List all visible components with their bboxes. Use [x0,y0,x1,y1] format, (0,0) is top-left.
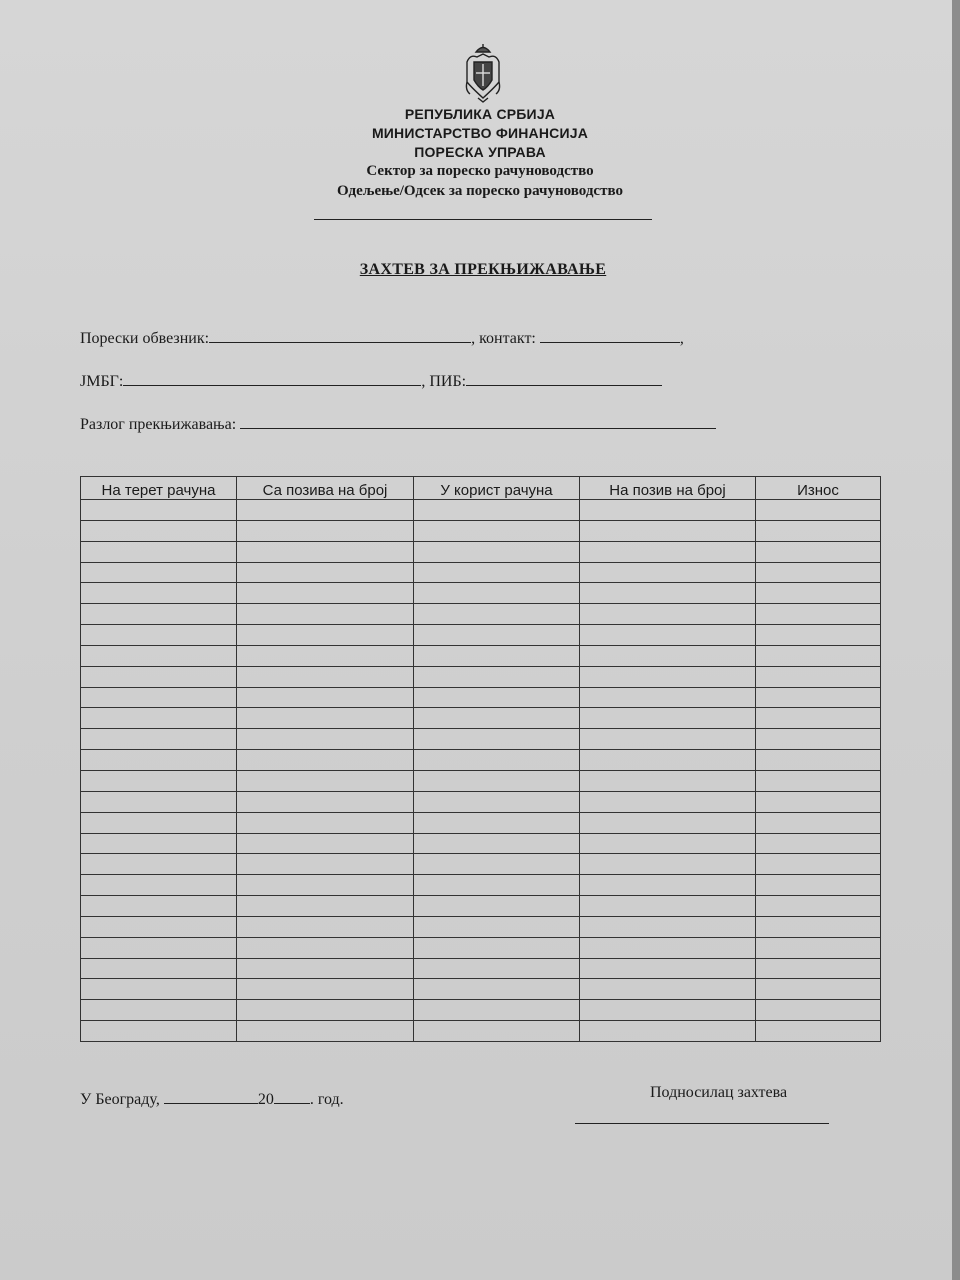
table-cell[interactable] [414,541,580,562]
year-prefix: 20 [257,1091,274,1108]
table-cell[interactable] [414,645,580,666]
table-cell[interactable] [414,562,580,583]
table-cell[interactable] [81,979,237,1000]
table-cell[interactable] [81,625,237,646]
taxpayer-row [80,328,684,348]
jmbg-row [80,371,662,391]
table-cell[interactable] [756,979,881,1000]
table-cell[interactable] [237,645,414,666]
table-cell[interactable] [756,625,881,646]
table-row [81,833,881,854]
col-debit-account: На терет рачуна [81,477,237,500]
reason-row [80,414,716,434]
table-cell[interactable] [81,1000,237,1021]
table-cell[interactable] [237,750,414,771]
table-cell[interactable] [756,833,881,854]
table-cell[interactable] [237,625,414,646]
taxpayer-label: Порески обвезник: [80,330,210,347]
table-row [81,896,881,917]
table-cell[interactable] [81,937,237,958]
table-cell[interactable] [81,520,237,541]
reason-label: Разлог прекњижавања: [80,416,237,433]
signature-label: Подносилац захтева [650,1084,788,1101]
table-cell[interactable] [756,791,881,812]
table-cell[interactable] [756,812,881,833]
table-cell[interactable] [414,1021,580,1042]
table-cell[interactable] [756,500,881,521]
table-row [81,604,881,625]
table-cell[interactable] [414,791,580,812]
table-cell[interactable] [237,604,414,625]
table-cell[interactable] [580,812,756,833]
table-cell[interactable] [580,583,756,604]
table-cell[interactable] [580,896,756,917]
table-row [81,770,881,791]
table-row [81,541,881,562]
table-cell[interactable] [81,645,237,666]
table-cell[interactable] [580,562,756,583]
table-cell[interactable] [81,875,237,896]
contact-field[interactable] [540,328,680,343]
table-cell[interactable] [756,854,881,875]
reason-field[interactable] [240,414,716,429]
table-cell[interactable] [81,812,237,833]
table-cell[interactable] [414,1000,580,1021]
contact-label: , контакт: [471,330,536,347]
table-row [81,812,881,833]
table-cell[interactable] [414,500,580,521]
table-cell[interactable] [756,916,881,937]
header-ministry: МИНИСТАРСТВО ФИНАНСИЈА [371,125,589,141]
taxpayer-field[interactable] [209,328,471,343]
table-cell[interactable] [414,729,580,750]
table-cell[interactable] [414,625,580,646]
table-row [81,625,881,646]
table-cell[interactable] [414,520,580,541]
table-cell[interactable] [580,854,756,875]
table-cell[interactable] [756,604,881,625]
table-cell[interactable] [756,1000,881,1021]
table-cell[interactable] [756,520,881,541]
signature-line[interactable] [575,1123,829,1124]
table-row [81,750,881,771]
date-field[interactable] [164,1089,258,1104]
table-cell[interactable] [237,541,414,562]
table-cell[interactable] [414,604,580,625]
table-cell[interactable] [414,937,580,958]
trailing-comma: , [679,330,684,347]
table-cell[interactable] [237,937,414,958]
col-credit-account: У корист рачуна [414,477,580,500]
table-cell[interactable] [580,875,756,896]
table-cell[interactable] [81,854,237,875]
table-cell[interactable] [81,896,237,917]
table-cell[interactable] [580,520,756,541]
table-cell[interactable] [414,833,580,854]
table-cell[interactable] [237,896,414,917]
table-cell[interactable] [81,583,237,604]
table-cell[interactable] [580,687,756,708]
header-department: Одељење/Одсек за пореско рачуноводство [337,183,623,199]
table-cell[interactable] [756,958,881,979]
table-cell[interactable] [414,687,580,708]
table-row [81,1000,881,1021]
table-row [81,854,881,875]
table-cell[interactable] [580,645,756,666]
table-cell[interactable] [237,708,414,729]
table-cell[interactable] [237,812,414,833]
table-cell[interactable] [580,770,756,791]
table-cell[interactable] [237,729,414,750]
table-cell[interactable] [580,791,756,812]
table-row [81,687,881,708]
table-cell[interactable] [81,833,237,854]
coat-of-arms-icon [464,42,502,104]
table-cell[interactable] [81,916,237,937]
transfer-table [80,476,881,1042]
table-row [81,791,881,812]
table-cell[interactable] [414,708,580,729]
table-cell[interactable] [756,645,881,666]
table-row [81,708,881,729]
table-cell[interactable] [756,937,881,958]
table-cell[interactable] [756,666,881,687]
table-row [81,958,881,979]
table-cell[interactable] [756,896,881,917]
table-row [81,520,881,541]
table-row [81,500,881,521]
table-cell[interactable] [237,979,414,1000]
table-header-row [81,477,881,500]
table-cell[interactable] [756,1021,881,1042]
table-cell[interactable] [237,791,414,812]
pib-label: , ПИБ: [421,373,467,390]
table-row [81,729,881,750]
table-cell[interactable] [81,1021,237,1042]
table-cell[interactable] [237,583,414,604]
table-cell[interactable] [81,666,237,687]
year-field[interactable] [274,1089,310,1104]
table-cell[interactable] [237,1021,414,1042]
table-row [81,875,881,896]
col-debit-reference: Са позива на број [237,477,414,500]
table-cell[interactable] [580,625,756,646]
page-title: ЗАХТЕВ ЗА ПРЕКЊИЖАВАЊЕ [359,261,607,278]
table-cell[interactable] [237,958,414,979]
table-cell[interactable] [81,687,237,708]
header-republic: РЕПУБЛИКА СРБИЈА [404,106,556,122]
table-cell[interactable] [237,687,414,708]
table-row [81,583,881,604]
table-cell[interactable] [81,770,237,791]
table-cell[interactable] [81,729,237,750]
table-cell[interactable] [580,708,756,729]
date-row [80,1089,344,1109]
jmbg-label: ЈМБГ: [80,373,124,390]
table-cell[interactable] [414,875,580,896]
place-label: У Београду, [80,1091,160,1108]
table-cell[interactable] [756,583,881,604]
table-cell[interactable] [756,875,881,896]
table-cell[interactable] [81,708,237,729]
col-credit-reference: На позив на број [580,477,756,500]
table-cell[interactable] [237,562,414,583]
pib-field[interactable] [466,371,662,386]
table-cell[interactable] [81,750,237,771]
table-cell[interactable] [81,791,237,812]
table-cell[interactable] [580,729,756,750]
table-row [81,666,881,687]
table-cell[interactable] [756,770,881,791]
header-rule [314,219,652,220]
table-cell[interactable] [756,729,881,750]
table-cell[interactable] [81,562,237,583]
table-row [81,562,881,583]
year-suffix: . год. [309,1091,344,1108]
table-cell[interactable] [580,916,756,937]
table-cell[interactable] [756,750,881,771]
table-cell[interactable] [81,604,237,625]
table-cell[interactable] [756,708,881,729]
table-cell[interactable] [414,958,580,979]
table-cell[interactable] [414,770,580,791]
table-cell[interactable] [237,833,414,854]
header-sector: Сектор за пореско рачуноводство [366,163,594,179]
table-cell[interactable] [237,770,414,791]
table-cell[interactable] [237,666,414,687]
table-cell[interactable] [580,1000,756,1021]
table-cell[interactable] [756,541,881,562]
table-cell[interactable] [756,562,881,583]
table-cell[interactable] [414,854,580,875]
table-row [81,979,881,1000]
table-cell[interactable] [414,896,580,917]
table-row [81,645,881,666]
table-cell[interactable] [81,958,237,979]
table-cell[interactable] [580,500,756,521]
table-cell[interactable] [414,916,580,937]
table-cell[interactable] [756,687,881,708]
table-cell[interactable] [580,541,756,562]
table-cell[interactable] [237,875,414,896]
table-cell[interactable] [580,958,756,979]
table-cell[interactable] [237,916,414,937]
table-cell[interactable] [237,854,414,875]
table-cell[interactable] [414,812,580,833]
header-tax-administration: ПОРЕСКА УПРАВА [414,144,546,160]
table-cell[interactable] [237,520,414,541]
table-cell[interactable] [580,1021,756,1042]
table-cell[interactable] [414,979,580,1000]
table-cell[interactable] [580,937,756,958]
table-cell[interactable] [580,833,756,854]
table-cell[interactable] [580,666,756,687]
table-cell[interactable] [237,1000,414,1021]
jmbg-field[interactable] [123,371,421,386]
table-cell[interactable] [414,750,580,771]
table-cell[interactable] [414,666,580,687]
table-cell[interactable] [81,500,237,521]
table-cell[interactable] [580,750,756,771]
table-cell[interactable] [580,979,756,1000]
table-cell[interactable] [580,604,756,625]
table-cell[interactable] [237,500,414,521]
table-row [81,937,881,958]
table-cell[interactable] [414,583,580,604]
table-row [81,916,881,937]
table-row [81,1021,881,1042]
table-cell[interactable] [81,541,237,562]
col-amount: Износ [756,477,881,500]
